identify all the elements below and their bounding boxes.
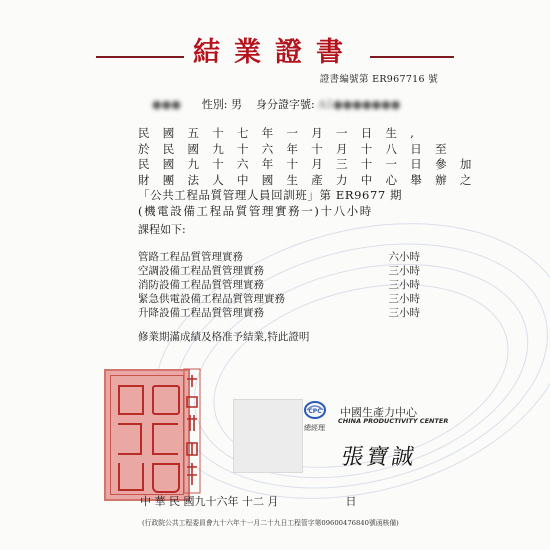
date-line: 中 華 民 國九十六年 十二 月 [140,495,279,508]
approval-footnote: (行政院公共工程委員會九十六年十一月二十九日工程管字第09600476840號函核備) [142,519,399,527]
certificate-number-value: ER967716 [372,74,425,85]
course-hours: 三小時 [388,293,420,305]
body-line: 民 國 九 十 六 年 十 月 三 十 一 日 參 加 [138,157,477,171]
body-line: 「公共工程品質管理人員回訓班」第 ER9677 期 [138,188,403,202]
gender-label: 性別: [201,98,228,111]
certificate-body [138,126,477,219]
course-hours: 三小時 [388,279,420,291]
title-divider-left [96,56,184,58]
certificate-number [320,71,438,85]
body-line: (機電設備工程品質管理實務一)十八小時 [138,203,373,218]
svg-text:CPC: CPC [308,408,322,415]
course-name: 空調設備工程品質管理實務 [138,265,264,277]
course-name: 管路工程品質管理實務 [138,251,243,263]
course-row [138,291,420,304]
course-name: 升降設備工程品質管理實務 [138,307,264,319]
photo-placeholder [233,399,303,473]
course-hours: 三小時 [388,265,420,277]
title-divider-right [370,56,454,58]
completion-statement: 修業期滿成績及格准予結業,特此證明 [138,331,310,343]
organization-name: 中國生產力中心 [340,406,417,419]
body-line: 財 團 法 人 中 國 生 產 力 中 心 舉 辦 之 [138,172,477,187]
date-day: 日 [345,495,357,508]
recipient-info [152,96,400,112]
body-line: 於 民 國 九 十 六 年 十 月 十 八 日 至 [138,141,452,156]
courses-label: 課程如下: [138,223,186,236]
certificate-title: 結業證書 [193,37,357,68]
gender-value: 男 [231,98,242,111]
course-name: 緊急供電設備工程品質管理實務 [138,293,285,305]
general-manager-label: 總經理 [304,424,325,432]
cpc-logo-icon [304,400,326,420]
course-row [138,249,420,262]
id-label: 身分證字號: [256,98,315,111]
course-hours: 三小時 [388,307,420,319]
certificate-number-label: 證書編號第 [319,74,369,85]
certificate-number-suffix: 號 [428,74,438,85]
official-seal [104,369,190,501]
course-hours: 六小時 [388,251,420,263]
organization-seal [182,367,202,495]
issue-date [140,493,356,509]
organization-name-en: CHINA PRODUCTIVITY CENTER [338,417,449,425]
course-row [138,277,420,290]
body-line: 民 國 五 十 七 年 一 月 一 日 生 , [138,126,419,140]
recipient-name: ●●● [152,98,181,111]
course-row [138,305,420,318]
course-row [138,263,420,276]
course-name: 消防設備工程品質管理實務 [138,279,264,291]
signature: 張寶誠 [339,445,419,470]
id-number: A1●●●●●●● [318,98,401,111]
